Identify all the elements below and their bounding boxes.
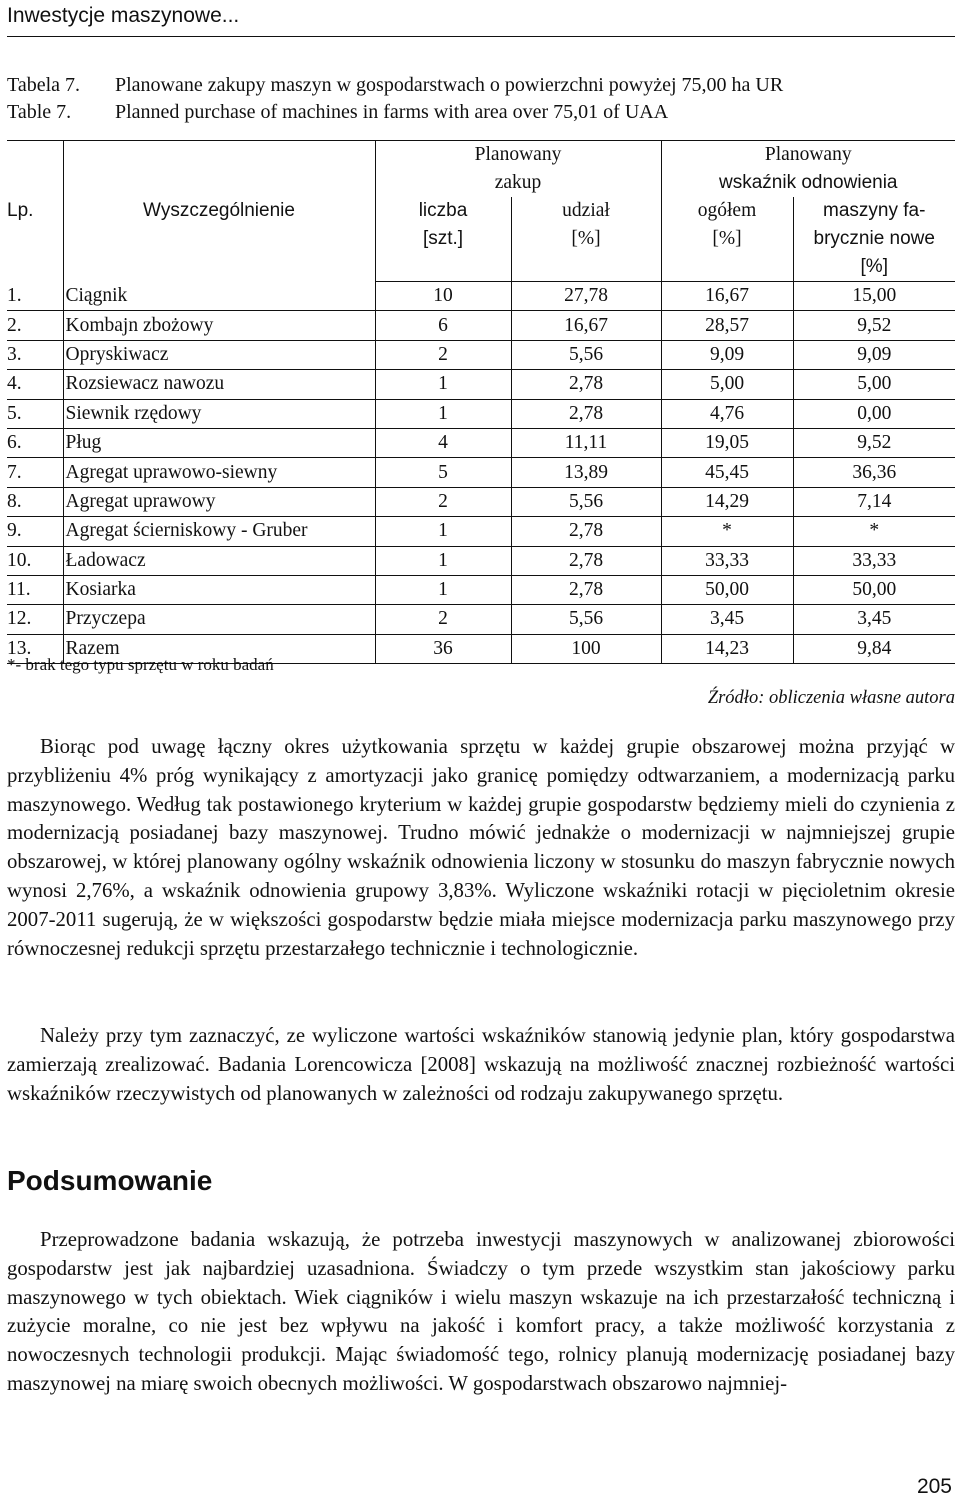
header-rule bbox=[7, 36, 955, 37]
cell-new: 9,52 bbox=[793, 311, 955, 340]
cell-new: 50,00 bbox=[793, 575, 955, 604]
header-group-index bbox=[661, 141, 955, 198]
cell-count: 2 bbox=[375, 487, 511, 516]
cell-new: 15,00 bbox=[793, 282, 955, 311]
cell-lp: 10. bbox=[7, 546, 63, 575]
header-count-line2: [szt.] bbox=[422, 228, 464, 249]
cell-total: 3,45 bbox=[661, 605, 793, 634]
cell-total: 19,05 bbox=[661, 428, 793, 457]
cell-new: 0,00 bbox=[793, 399, 955, 428]
body-paragraph-2: Należy przy tym zaznaczyć, ze wyliczone wartości wskaźników stanowią jedynie plan, który gospodarstwa zamierzają zrealizować. Badania Lorencowicza [2008] wskazują na możliwość znacznej rozbieżność wartości wskaźników rzeczywistych od planowanych w zależności od rodzaju zakupywanego sprzętu. bbox=[7, 1024, 955, 1105]
cell-name: Kombajn zbożowy bbox=[63, 311, 375, 340]
cell-name: Rozsiewacz nawozu bbox=[63, 370, 375, 399]
cell-share: 5,56 bbox=[511, 340, 661, 369]
table-footnote: *- brak tego typu sprzętu w roku badań bbox=[7, 655, 274, 674]
header-count-line1: liczba bbox=[418, 200, 468, 221]
cell-count: 6 bbox=[375, 311, 511, 340]
running-title: Inwestycje maszynowe... bbox=[7, 4, 240, 27]
cell-count: 2 bbox=[375, 340, 511, 369]
cell-total: 4,76 bbox=[661, 399, 793, 428]
cell-share: 100 bbox=[511, 634, 661, 663]
table-caption-en bbox=[7, 101, 668, 124]
cell-name: Razem bbox=[63, 634, 375, 663]
cell-share: 13,89 bbox=[511, 458, 661, 487]
cell-share: 11,11 bbox=[511, 428, 661, 457]
cell-total: 14,29 bbox=[661, 487, 793, 516]
table-row bbox=[7, 399, 955, 428]
cell-share: 2,78 bbox=[511, 370, 661, 399]
header-group-purchase bbox=[375, 141, 661, 198]
header-share-line1: udział bbox=[562, 200, 610, 221]
cell-share: 16,67 bbox=[511, 311, 661, 340]
cell-name: Ładowacz bbox=[63, 546, 375, 575]
header-total-line2: [%] bbox=[712, 228, 742, 249]
cell-new: 9,09 bbox=[793, 340, 955, 369]
cell-total: 45,45 bbox=[661, 458, 793, 487]
cell-total: 14,23 bbox=[661, 634, 793, 663]
cell-share: 5,56 bbox=[511, 487, 661, 516]
cell-lp: 12. bbox=[7, 605, 63, 634]
caption-text-pl: Planowane zakupy maszyn w gospodarstwach o powierzchni powyżej 75,00 ha UR bbox=[115, 74, 784, 96]
cell-new: 9,84 bbox=[793, 634, 955, 663]
header-item: Wyszczególnienie bbox=[63, 141, 375, 282]
cell-new: 3,45 bbox=[793, 605, 955, 634]
cell-share: 27,78 bbox=[511, 282, 661, 311]
cell-count: 36 bbox=[375, 634, 511, 663]
caption-label-en: Table 7. bbox=[7, 101, 72, 123]
header-share bbox=[511, 197, 661, 282]
cell-count: 10 bbox=[375, 282, 511, 311]
cell-count: 1 bbox=[375, 546, 511, 575]
body-paragraph-1: Biorąc pod uwagę łączny okres użytkowania sprzętu w każdej grupie obszarowej można przyjąć w przybliżeniu 4% próg wynikający z amortyzacji jako granicę pomiędzy odtwarzaniem, a modernizacją parku maszynowego. Według tak postawionego kryterium w każdej grupie gospodarstw będziemy mieli do czynienia z modernizacją posiadanej bazy maszynowej. Trudno mówić jednakże o modernizacji w najmniejszej grupie obszarowej, w której planowany ogólny wskaźnik odnowienia liczony w stosunku do maszyn fabrycznie nowych wynosi 2,76%, a wskaźnik odnowienia grupowy 3,83%. Wyliczone wskaźniki rotacji w pięcioletnim okresie 2007-2011 sugerują, że w większości gospodarstw będzie miała miejsce modernizacja parku maszynowego przy równoczesnej redukcji sprzętu przestarzałego technicznie i technologicznie. bbox=[7, 735, 955, 960]
header-lp: Lp. bbox=[7, 141, 63, 282]
cell-new: 33,33 bbox=[793, 546, 955, 575]
table-caption-pl bbox=[7, 74, 783, 97]
header-new bbox=[793, 197, 955, 282]
cell-name: Agregat uprawowo-siewny bbox=[63, 458, 375, 487]
cell-count: 2 bbox=[375, 605, 511, 634]
machine-purchase-table bbox=[7, 140, 955, 664]
cell-new: 36,36 bbox=[793, 458, 955, 487]
table-row bbox=[7, 282, 955, 311]
cell-name: Przyczepa bbox=[63, 605, 375, 634]
table-row bbox=[7, 517, 955, 546]
header-total bbox=[661, 197, 793, 282]
cell-share: 2,78 bbox=[511, 575, 661, 604]
header-count bbox=[375, 197, 511, 282]
table-source: Źródło: obliczenia własne autora bbox=[707, 688, 955, 708]
section-heading: Podsumowanie bbox=[7, 1165, 213, 1196]
table-row bbox=[7, 370, 955, 399]
cell-new: * bbox=[793, 517, 955, 546]
cell-name: Pług bbox=[63, 428, 375, 457]
header-total-line1: ogółem bbox=[697, 200, 757, 221]
cell-lp: 9. bbox=[7, 517, 63, 546]
cell-new: 5,00 bbox=[793, 370, 955, 399]
cell-lp: 2. bbox=[7, 311, 63, 340]
cell-count: 1 bbox=[375, 517, 511, 546]
caption-label-pl: Tabela 7. bbox=[7, 74, 81, 96]
cell-name: Agregat ścierniskowy - Gruber bbox=[63, 517, 375, 546]
cell-name: Siewnik rzędowy bbox=[63, 399, 375, 428]
cell-lp: 11. bbox=[7, 575, 63, 604]
cell-share: 5,56 bbox=[511, 605, 661, 634]
cell-count: 1 bbox=[375, 575, 511, 604]
cell-name: Agregat uprawowy bbox=[63, 487, 375, 516]
cell-lp: 5. bbox=[7, 399, 63, 428]
cell-count: 1 bbox=[375, 399, 511, 428]
table-row bbox=[7, 428, 955, 457]
cell-lp: 4. bbox=[7, 370, 63, 399]
cell-name: Opryskiwacz bbox=[63, 340, 375, 369]
header-group-index-line1: Planowany bbox=[764, 144, 852, 165]
table-row bbox=[7, 311, 955, 340]
cell-count: 5 bbox=[375, 458, 511, 487]
table-row bbox=[7, 458, 955, 487]
header-group-purchase-line1: Planowany bbox=[474, 144, 562, 165]
cell-lp: 7. bbox=[7, 458, 63, 487]
cell-new: 7,14 bbox=[793, 487, 955, 516]
page-number: 205 bbox=[916, 1475, 952, 1498]
cell-total: 50,00 bbox=[661, 575, 793, 604]
header-new-line1: maszyny fa- bbox=[823, 200, 926, 221]
cell-total: 28,57 bbox=[661, 311, 793, 340]
cell-name: Ciągnik bbox=[63, 282, 375, 311]
cell-share: 2,78 bbox=[511, 546, 661, 575]
cell-total: 16,67 bbox=[661, 282, 793, 311]
table-row bbox=[7, 575, 955, 604]
cell-lp: 6. bbox=[7, 428, 63, 457]
cell-total: 9,09 bbox=[661, 340, 793, 369]
cell-total: 33,33 bbox=[661, 546, 793, 575]
table-row bbox=[7, 605, 955, 634]
cell-name: Kosiarka bbox=[63, 575, 375, 604]
cell-lp: 3. bbox=[7, 340, 63, 369]
caption-text-en: Planned purchase of machines in farms with area over 75,01 of UAA bbox=[115, 101, 669, 123]
header-new-line3: [%] bbox=[860, 256, 888, 277]
cell-new: 9,52 bbox=[793, 428, 955, 457]
cell-total: 5,00 bbox=[661, 370, 793, 399]
cell-lp: 1. bbox=[7, 282, 63, 311]
header-group-index-line2: wskaźnik odnowienia bbox=[719, 172, 898, 193]
header-new-line2: brycznie nowe bbox=[813, 228, 935, 249]
cell-count: 1 bbox=[375, 370, 511, 399]
table-row bbox=[7, 487, 955, 516]
table-row bbox=[7, 546, 955, 575]
cell-lp: 8. bbox=[7, 487, 63, 516]
body-paragraph-3: Przeprowadzone badania wskazują, że potrzeba inwestycji maszynowych w analizowanej zbiorowości gospodarstw jest jak najbardziej uzasadniona. Świadczy o tym przede wszystkim stan jakościowy parku maszynowego w tych obiektach. Wiek ciągników i wielu maszyn wskazuje na ich przestarzałość techniczną i zużycie moralne, co nie jest bez wpływu na jakość i komfort pracy, a także możliwość korzystania z nowoczesnych technologii produkcji. Mając świadomość tego, rolnicy planują modernizację posiadanej bazy maszynowej na miarę swoich obecnych możliwości. W gospodarstwach obszarowo najmniej- bbox=[7, 1228, 955, 1395]
cell-share: 2,78 bbox=[511, 517, 661, 546]
cell-total: * bbox=[661, 517, 793, 546]
table-row bbox=[7, 340, 955, 369]
cell-count: 4 bbox=[375, 428, 511, 457]
cell-lp: 13. bbox=[7, 634, 63, 663]
header-share-line2: [%] bbox=[571, 228, 601, 249]
header-group-purchase-line2: zakup bbox=[494, 172, 542, 193]
cell-share: 2,78 bbox=[511, 399, 661, 428]
